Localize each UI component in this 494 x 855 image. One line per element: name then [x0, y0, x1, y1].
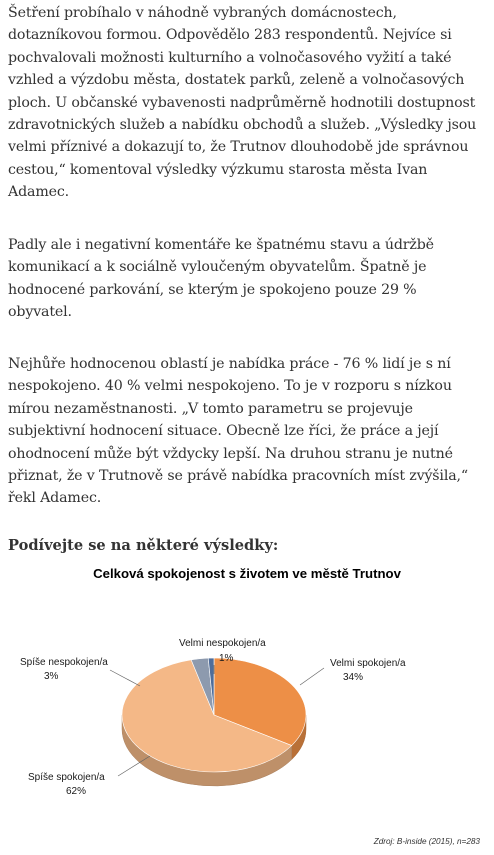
chart-title: Celková spokojenost s životem ve městě Trutnov — [93, 566, 401, 581]
pie-chart-canvas — [0, 560, 494, 855]
slice-value-label-2: 3% — [44, 671, 59, 682]
slice-label-2: Spíše nespokojen/a — [20, 657, 108, 668]
slice-label-1: Spíše spokojen/a — [28, 772, 105, 783]
slice-value-label-1: 62% — [66, 786, 87, 797]
slice-label-3: Velmi nespokojen/a — [179, 638, 266, 649]
paragraph-negative-comments: Padly ale i negativní komentáře ke špatnému stavu a údržbě komunikací a k sociálně vyloučeným obyvatelům. Špatně je hodnocené parkování, se kterým je spokojeno pouze 29 % obyvatel. — [8, 237, 434, 321]
leader-line-0 — [300, 668, 324, 685]
paragraph-survey-method: Šetření probíhalo v náhodně vybraných domácnostech, dotazníkovou formou. Odpovědělo 283 respondentů. Nejvíce si pochvalovali možnosti kulturního a volnočasového vyžití a také vzhled a výzdobu města, dostatek parků, zeleně a volnočasových ploch. U občanské vybavenosti nadprůměrně hodnotili dostupnost zdravotnických služeb a nabídku obchodů a služeb. „Výsledky jsou velmi příznivé a dokazují to, že Trutnov dlouhodobě jde správnou cestou,“ komentoval výsledky výzkumu starosta města Ivan Adamec. — [8, 5, 477, 201]
slice-value-label-0: 34% — [343, 672, 364, 683]
satisfaction-pie-chart — [0, 560, 494, 855]
leader-line-2 — [110, 670, 140, 686]
results-heading: Podívejte se na některé výsledky: — [8, 537, 279, 554]
slice-value-label-3: 1% — [219, 653, 234, 664]
slice-label-0: Velmi spokojen/a — [330, 658, 406, 669]
paragraph-job-offer: Nejhůře hodnocenou oblastí je nabídka práce - 76 % lidí je s ní nespokojeno. 40 % velmi nespokojeno. To je v rozporu s nízkou mírou nezaměstnanosti. „V tomto parametru se projevuje subjektivní hodnocení situace. Obecně lze říci, že práce a její ohodnocení může být vždycky lepší. Na druhou stranu je nutné přiznat, že v Trutnově se právě nabídka pracovních míst zvýšila,“ řekl Adamec. — [8, 356, 468, 507]
chart-source: Zdroj: B-inside (2015), n=283 — [373, 837, 480, 846]
